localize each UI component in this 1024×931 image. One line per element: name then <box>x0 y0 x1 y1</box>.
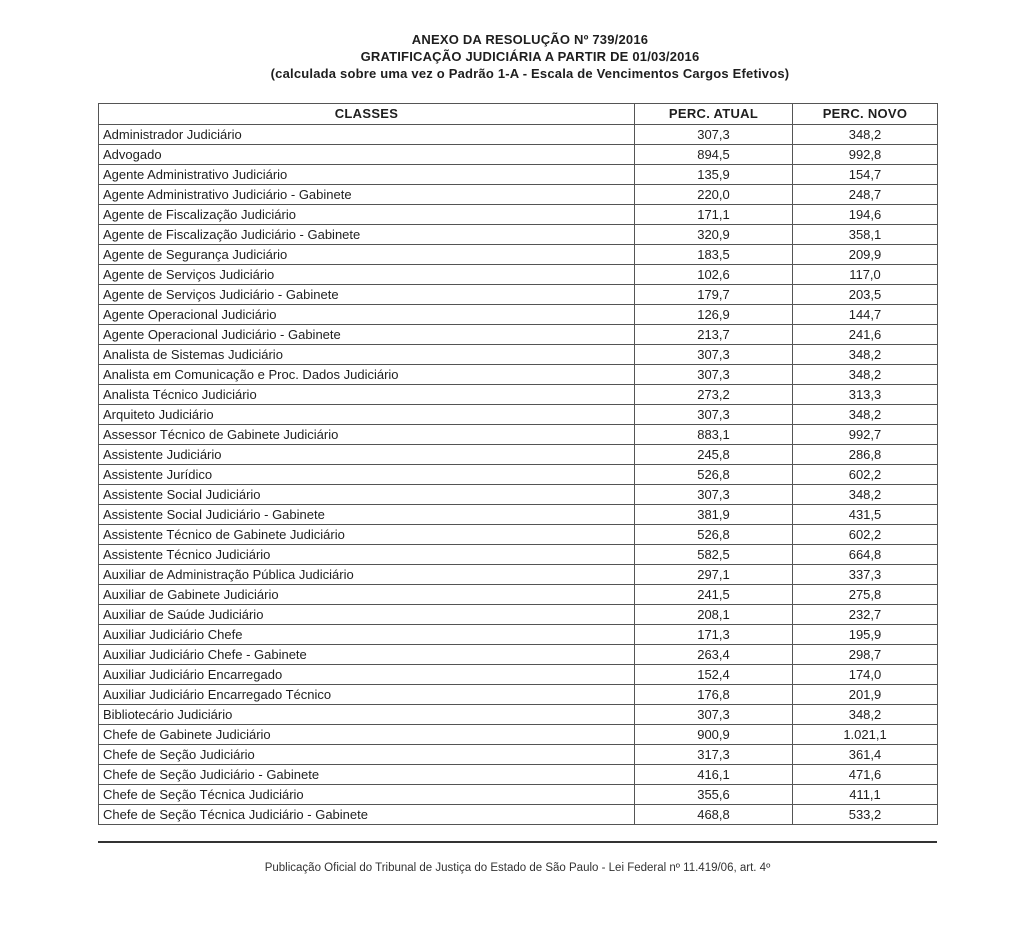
cell-classe: Analista em Comunicação e Proc. Dados Judiciário <box>99 365 635 385</box>
cell-perc-atual: 307,3 <box>635 125 793 145</box>
cell-classe: Chefe de Seção Técnica Judiciário - Gabinete <box>99 805 635 825</box>
cell-perc-novo: 431,5 <box>793 505 938 525</box>
cell-perc-atual: 208,1 <box>635 605 793 625</box>
table-row <box>99 185 938 205</box>
cell-perc-novo: 348,2 <box>793 365 938 385</box>
table-row <box>99 745 938 765</box>
cell-perc-novo: 348,2 <box>793 485 938 505</box>
table-row <box>99 365 938 385</box>
document-note: (calculada sobre uma vez o Padrão 1-A - Escala de Vencimentos Cargos Efetivos) <box>270 66 790 81</box>
cell-perc-atual: 320,9 <box>635 225 793 245</box>
cell-classe: Advogado <box>99 145 635 165</box>
cell-classe: Auxiliar Judiciário Chefe <box>99 625 635 645</box>
cell-classe: Auxiliar de Administração Pública Judiciário <box>99 565 635 585</box>
table-row <box>99 305 938 325</box>
table-body <box>99 125 938 825</box>
cell-classe: Bibliotecário Judiciário <box>99 705 635 725</box>
cell-classe: Agente Administrativo Judiciário <box>99 165 635 185</box>
cell-perc-novo: 154,7 <box>793 165 938 185</box>
cell-perc-novo: 471,6 <box>793 765 938 785</box>
cell-perc-novo: 358,1 <box>793 225 938 245</box>
cell-perc-novo: 195,9 <box>793 625 938 645</box>
table-row <box>99 625 938 645</box>
cell-perc-atual: 183,5 <box>635 245 793 265</box>
table-row <box>99 165 938 185</box>
cell-perc-novo: 232,7 <box>793 605 938 625</box>
cell-perc-atual: 297,1 <box>635 565 793 585</box>
cell-perc-novo: 201,9 <box>793 685 938 705</box>
cell-classe: Assistente Técnico Judiciário <box>99 545 635 565</box>
cell-perc-atual: 307,3 <box>635 345 793 365</box>
cell-perc-novo: 1.021,1 <box>793 725 938 745</box>
cell-perc-novo: 337,3 <box>793 565 938 585</box>
cell-perc-novo: 248,7 <box>793 185 938 205</box>
cell-perc-atual: 307,3 <box>635 365 793 385</box>
cell-perc-atual: 307,3 <box>635 485 793 505</box>
table-row <box>99 585 938 605</box>
column-header-perc-atual: PERC. ATUAL <box>635 104 793 125</box>
cell-perc-atual: 307,3 <box>635 705 793 725</box>
cell-perc-novo: 313,3 <box>793 385 938 405</box>
table-row <box>99 465 938 485</box>
classes-table <box>98 103 938 825</box>
table-row <box>99 685 938 705</box>
table-row <box>99 345 938 365</box>
table-row <box>99 245 938 265</box>
cell-classe: Analista de Sistemas Judiciário <box>99 345 635 365</box>
cell-perc-atual: 526,8 <box>635 465 793 485</box>
table-row <box>99 285 938 305</box>
document-header <box>60 31 1000 82</box>
cell-perc-atual: 273,2 <box>635 385 793 405</box>
cell-perc-atual: 582,5 <box>635 545 793 565</box>
cell-classe: Agente de Serviços Judiciário <box>99 265 635 285</box>
cell-perc-atual: 355,6 <box>635 785 793 805</box>
table-row <box>99 405 938 425</box>
cell-classe: Auxiliar de Gabinete Judiciário <box>99 585 635 605</box>
cell-perc-atual: 171,3 <box>635 625 793 645</box>
document-subtitle: GRATIFICAÇÃO JUDICIÁRIA A PARTIR DE 01/03/2016 <box>360 49 700 64</box>
cell-classe: Chefe de Seção Judiciário - Gabinete <box>99 765 635 785</box>
table-row <box>99 605 938 625</box>
cell-perc-atual: 126,9 <box>635 305 793 325</box>
table-row <box>99 385 938 405</box>
cell-classe: Agente de Fiscalização Judiciário <box>99 205 635 225</box>
table-header <box>99 104 938 125</box>
cell-perc-novo: 602,2 <box>793 525 938 545</box>
cell-perc-atual: 883,1 <box>635 425 793 445</box>
cell-perc-novo: 203,5 <box>793 285 938 305</box>
cell-classe: Assistente Social Judiciário - Gabinete <box>99 505 635 525</box>
cell-classe: Chefe de Seção Judiciário <box>99 745 635 765</box>
table-row <box>99 765 938 785</box>
cell-classe: Assessor Técnico de Gabinete Judiciário <box>99 425 635 445</box>
cell-classe: Auxiliar Judiciário Encarregado <box>99 665 635 685</box>
cell-classe: Chefe de Seção Técnica Judiciário <box>99 785 635 805</box>
cell-perc-novo: 992,8 <box>793 145 938 165</box>
table-row <box>99 805 938 825</box>
cell-perc-atual: 468,8 <box>635 805 793 825</box>
table-row <box>99 725 938 745</box>
cell-perc-novo: 348,2 <box>793 345 938 365</box>
cell-perc-atual: 900,9 <box>635 725 793 745</box>
cell-perc-atual: 179,7 <box>635 285 793 305</box>
table-row <box>99 665 938 685</box>
document-title: ANEXO DA RESOLUÇÃO Nº 739/2016 <box>411 32 649 47</box>
cell-perc-novo: 209,9 <box>793 245 938 265</box>
cell-classe: Agente de Serviços Judiciário - Gabinete <box>99 285 635 305</box>
cell-classe: Assistente Judiciário <box>99 445 635 465</box>
table-row <box>99 125 938 145</box>
table-row <box>99 145 938 165</box>
table-row <box>99 645 938 665</box>
cell-perc-atual: 894,5 <box>635 145 793 165</box>
table-header-row <box>99 104 938 125</box>
cell-perc-novo: 298,7 <box>793 645 938 665</box>
cell-perc-novo: 144,7 <box>793 305 938 325</box>
cell-classe: Analista Técnico Judiciário <box>99 385 635 405</box>
table-row <box>99 785 938 805</box>
cell-perc-atual: 152,4 <box>635 665 793 685</box>
table-row <box>99 325 938 345</box>
cell-perc-novo: 411,1 <box>793 785 938 805</box>
cell-perc-atual: 245,8 <box>635 445 793 465</box>
column-header-classes: CLASSES <box>99 104 635 125</box>
cell-perc-atual: 416,1 <box>635 765 793 785</box>
cell-classe: Agente de Segurança Judiciário <box>99 245 635 265</box>
cell-perc-novo: 992,7 <box>793 425 938 445</box>
cell-perc-novo: 348,2 <box>793 405 938 425</box>
cell-perc-novo: 348,2 <box>793 125 938 145</box>
cell-classe: Agente Administrativo Judiciário - Gabinete <box>99 185 635 205</box>
cell-perc-novo: 533,2 <box>793 805 938 825</box>
cell-classe: Arquiteto Judiciário <box>99 405 635 425</box>
cell-classe: Auxiliar Judiciário Encarregado Técnico <box>99 685 635 705</box>
cell-classe: Assistente Técnico de Gabinete Judiciário <box>99 525 635 545</box>
cell-perc-atual: 102,6 <box>635 265 793 285</box>
cell-perc-novo: 194,6 <box>793 205 938 225</box>
cell-perc-novo: 348,2 <box>793 705 938 725</box>
cell-perc-atual: 171,1 <box>635 205 793 225</box>
cell-perc-novo: 241,6 <box>793 325 938 345</box>
cell-perc-atual: 176,8 <box>635 685 793 705</box>
cell-perc-atual: 263,4 <box>635 645 793 665</box>
table-row <box>99 705 938 725</box>
cell-classe: Auxiliar de Saúde Judiciário <box>99 605 635 625</box>
cell-classe: Auxiliar Judiciário Chefe - Gabinete <box>99 645 635 665</box>
cell-perc-novo: 174,0 <box>793 665 938 685</box>
table-row <box>99 205 938 225</box>
cell-classe: Assistente Social Judiciário <box>99 485 635 505</box>
footer-divider <box>98 841 937 843</box>
cell-classe: Chefe de Gabinete Judiciário <box>99 725 635 745</box>
cell-perc-atual: 213,7 <box>635 325 793 345</box>
table-row <box>99 265 938 285</box>
table-row <box>99 545 938 565</box>
cell-classe: Agente Operacional Judiciário <box>99 305 635 325</box>
table-row <box>99 485 938 505</box>
cell-perc-novo: 117,0 <box>793 265 938 285</box>
cell-perc-novo: 286,8 <box>793 445 938 465</box>
cell-classe: Agente Operacional Judiciário - Gabinete <box>99 325 635 345</box>
table-row <box>99 565 938 585</box>
cell-classe: Agente de Fiscalização Judiciário - Gabinete <box>99 225 635 245</box>
cell-perc-atual: 317,3 <box>635 745 793 765</box>
cell-perc-atual: 135,9 <box>635 165 793 185</box>
cell-classe: Assistente Jurídico <box>99 465 635 485</box>
cell-perc-atual: 241,5 <box>635 585 793 605</box>
table-row <box>99 445 938 465</box>
cell-perc-novo: 602,2 <box>793 465 938 485</box>
column-header-perc-novo: PERC. NOVO <box>793 104 938 125</box>
cell-perc-novo: 664,8 <box>793 545 938 565</box>
footer-publication-note: Publicação Oficial do Tribunal de Justiça do Estado de São Paulo - Lei Federal nº 11.419/06, art. 4º <box>264 862 771 874</box>
table-row <box>99 425 938 445</box>
table-row <box>99 505 938 525</box>
cell-classe: Administrador Judiciário <box>99 125 635 145</box>
cell-perc-atual: 307,3 <box>635 405 793 425</box>
cell-perc-atual: 381,9 <box>635 505 793 525</box>
cell-perc-novo: 361,4 <box>793 745 938 765</box>
cell-perc-novo: 275,8 <box>793 585 938 605</box>
cell-perc-atual: 526,8 <box>635 525 793 545</box>
cell-perc-atual: 220,0 <box>635 185 793 205</box>
table-row <box>99 225 938 245</box>
table-row <box>99 525 938 545</box>
